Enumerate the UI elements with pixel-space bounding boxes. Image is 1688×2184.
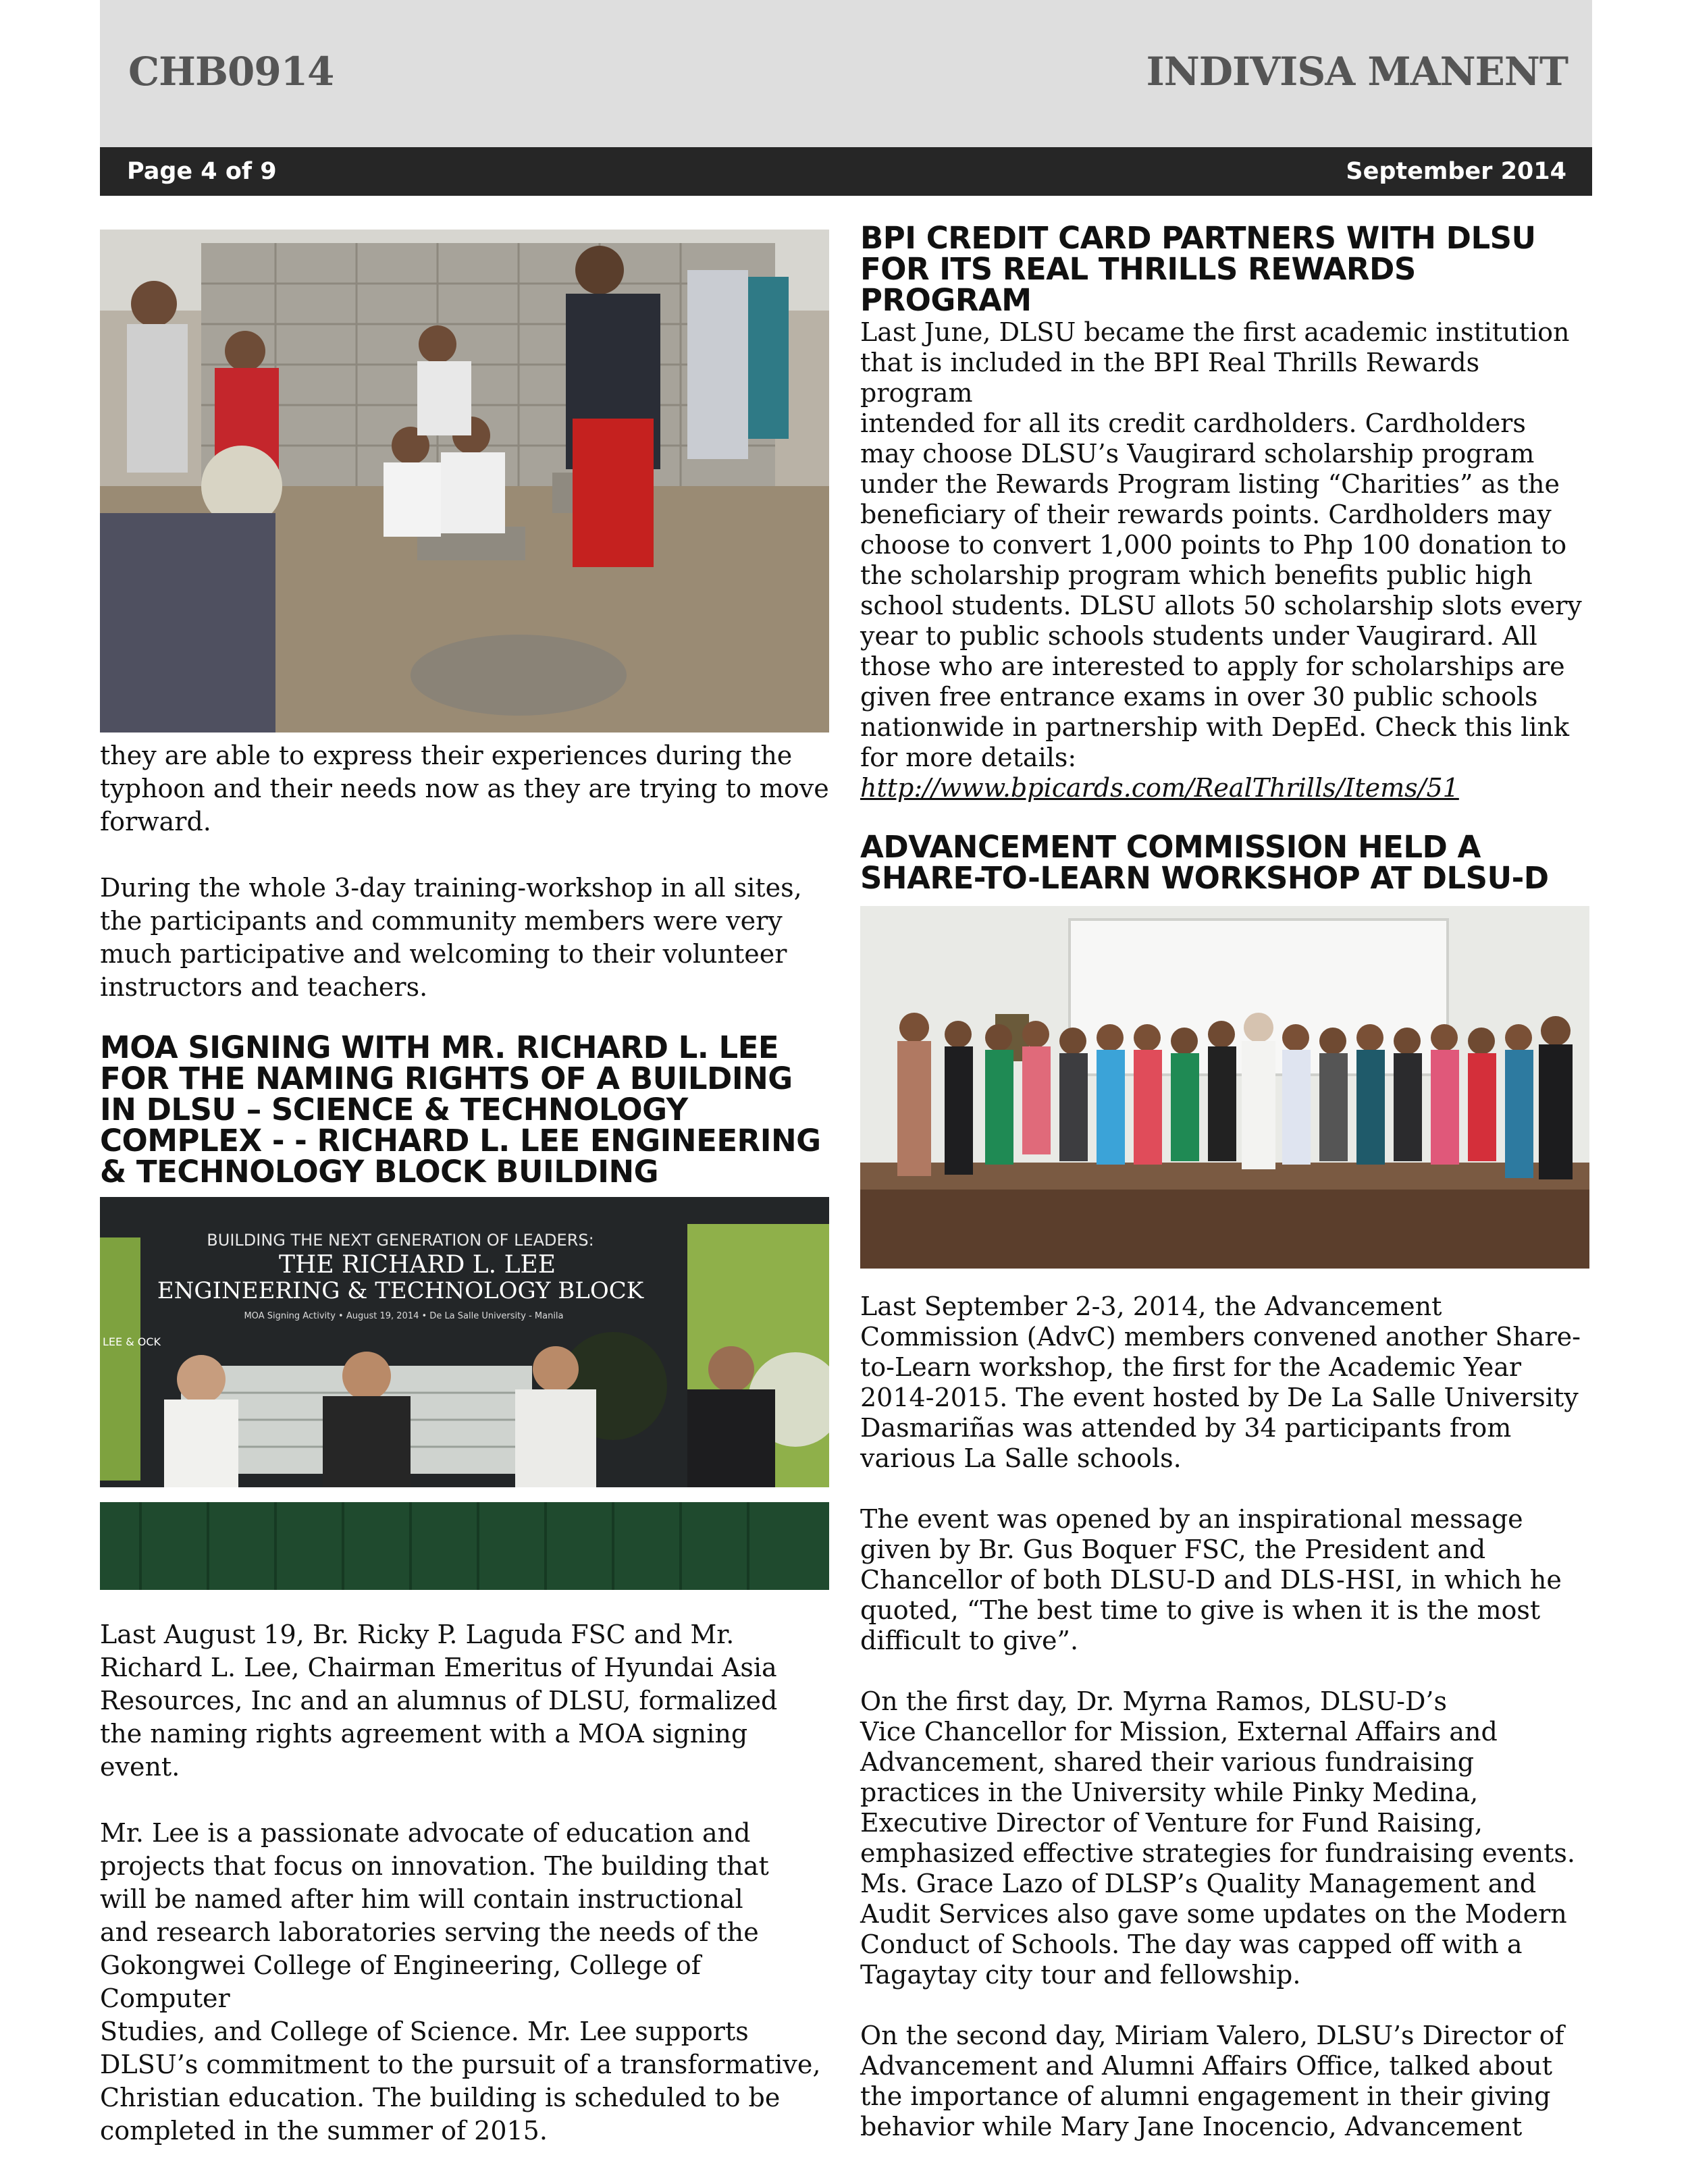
bpi-body-text: Last June, DLSU became the first academic institution that is included in the BPI Real Thrills Rewards program intended for all its credit cardholders. Cardholders may choose DLSU’s Vaugirard scholarship program under the Rewards Program listing “Charities” as the beneficiary of their rewards points. Cardholders may choose to convert 1,000 points to Php 100 donation to the scholarship program which benefits public high school students. DLSU allots 50 scholarship slots every year to public schools students under Vaugirard. All those who are interested to apply for scholarships are given free entrance exams in over 30 public schools nationwide in partnership with DepEd. Check this link for more details: bbox=[860, 317, 1582, 772]
advancement-paragraph-4: On the second day, Miriam Valero, DLSU’s Director of Advancement and Alumni Affairs Office, talked about the importance of alumni engagement in their giving behavior while Mary Jane Inocencio, Advancement bbox=[860, 2021, 1564, 2141]
issue-date: September 2014 bbox=[1346, 158, 1566, 185]
left-column bbox=[100, 230, 829, 2148]
moa-paragraph-2: Mr. Lee is a passionate advocate of education and projects that focus on innovation. The building that will be named after him will contain instructional and research laboratories serving the needs of the Gokongwei College of Engineering, College of Computer Studies, and College of Science. Mr. Lee supports DLSU’s commitment to the pursuit of a transformative, Christian education. The building is scheduled to be completed in the summer of 2015. bbox=[100, 1818, 821, 2146]
continuation-text: they are able to express their experiences during the typhoon and their needs now as they are trying to move forward. bbox=[100, 741, 829, 836]
bpi-link[interactable]: http://www.bpicards.com/RealThrills/Items/51 bbox=[860, 773, 1459, 803]
motto: INDIVISA MANENT bbox=[1146, 49, 1568, 95]
moa-signing-photo bbox=[100, 1197, 829, 1590]
right-column bbox=[860, 220, 1589, 2142]
banner-line-4: MOA Signing Activity • August 19, 2014 • De La Salle University - Manila bbox=[244, 1311, 564, 1321]
workshop-paragraph: During the whole 3-day training-workshop in all sites, the participants and community members were very much participative and welcoming to their volunteer instructors and teachers. bbox=[100, 873, 802, 1002]
banner-line-1: BUILDING THE NEXT GENERATION OF LEADERS: bbox=[207, 1231, 594, 1250]
advancement-paragraph-1: Last September 2-3, 2014, the Advancement Commission (AdvC) members convened another Share- to-Learn workshop, the first for the Academic Year 2014-2015. The event hosted by De La Salle University Dasmariñas was attended by 34 participants from various La Salle schools. bbox=[860, 1291, 1581, 1473]
moa-headline: MOA SIGNING WITH MR. RICHARD L. LEE FOR THE NAMING RIGHTS OF A BUILDING IN DLSU – SCIENCE & TECHNOLOGY COMPLEX - - RICHARD L. LEE ENGINEERING & TECHNOLOGY BLOCK BUILDING bbox=[100, 1030, 821, 1190]
banner-side-text: LEE & OCK bbox=[103, 1335, 161, 1348]
bpi-headline: BPI CREDIT CARD PARTNERS WITH DLSU FOR ITS REAL THRILLS REWARDS PROGRAM bbox=[860, 220, 1536, 318]
construction-photo bbox=[100, 230, 829, 733]
date-bar bbox=[100, 147, 1592, 196]
advancement-paragraph-3: On the first day, Dr. Myrna Ramos, DLSU-D’s Vice Chancellor for Mission, External Affairs and Advancement, shared their various fundraising practices in the University while Pinky Medina, Executive Director of Venture for Fund Raising, emphasized effective strategies for fundraising events. Ms. Grace Lazo of DLSP’s Quality Management and Audit Services also gave some updates on the Modern Conduct of Schools. The day was capped off with a Tagaytay city tour and fellowship. bbox=[860, 1686, 1575, 1990]
advancement-headline: ADVANCEMENT COMMISSION HELD A SHARE-TO-LEARN WORKSHOP AT DLSU-D bbox=[860, 829, 1549, 896]
masthead bbox=[100, 0, 1592, 147]
workshop-group-photo bbox=[860, 906, 1589, 1269]
moa-paragraph-1: Last August 19, Br. Ricky P. Laguda FSC and Mr. Richard L. Lee, Chairman Emeritus of Hyundai Asia Resources, Inc and an alumnus of DLSU, formalized the naming rights agreement with a MOA signing event. bbox=[100, 1620, 778, 1782]
bpi-body bbox=[860, 317, 1589, 803]
advancement-paragraph-2: The event was opened by an inspirational message given by Br. Gus Boquer FSC, the President and Chancellor of both DLSU-D and DLS-HSI, in which he quoted, “The best time to give is when it is the most difficult to give”. bbox=[860, 1504, 1562, 1655]
issue-code: CHB0914 bbox=[128, 49, 334, 95]
page-number: Page 4 of 9 bbox=[127, 158, 277, 185]
banner-line-3: ENGINEERING & TECHNOLOGY BLOCK bbox=[157, 1277, 644, 1304]
banner-line-2: THE RICHARD L. LEE bbox=[278, 1251, 556, 1279]
